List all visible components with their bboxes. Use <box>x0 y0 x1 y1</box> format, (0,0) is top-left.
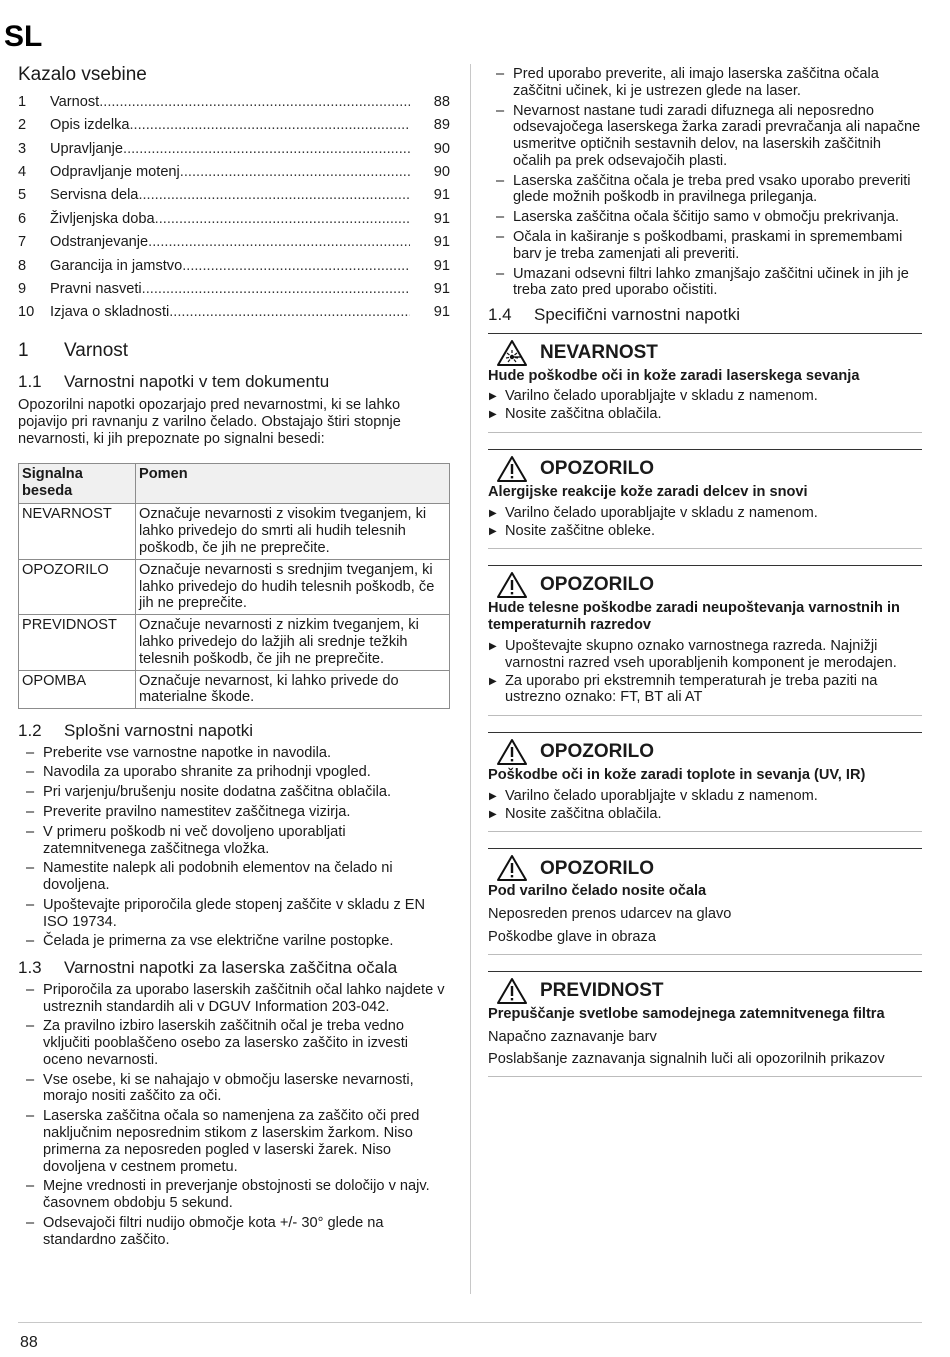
toc-item-page: 90 <box>433 140 450 157</box>
toc-leader-dots <box>99 94 410 111</box>
toc-item-number: 2 <box>18 117 27 134</box>
list-item: ▶ Varilno čelado uporabljajte v skladu z namenom. <box>488 505 922 522</box>
meaning-cell: Označuje nevarnosti z nizkim tveganjem, ki lahko privedejo do lažjih ali srednje težkih telesnih poškodb, če jih ne preprečite. <box>136 615 450 670</box>
toc-item <box>18 187 450 210</box>
right-column <box>488 64 922 1077</box>
toc-list <box>18 94 450 328</box>
signal-word-cell: OPOMBA <box>19 670 136 709</box>
subsection-number: 1.1 <box>18 371 42 391</box>
warning-signal-word: OPOZORILO <box>540 741 654 763</box>
section-title: Varnost <box>64 339 129 361</box>
warning-header <box>488 338 922 368</box>
warning-subtitle: Hude poškodbe oči in kože zaradi laserskega sevanja <box>488 367 860 384</box>
toc-leader-dots <box>142 281 410 298</box>
toc-item-number: 8 <box>18 257 27 274</box>
subsection-heading <box>18 958 450 978</box>
list-item: ▶ Nosite zaščitna oblačila. <box>488 806 922 823</box>
section-number: 1 <box>18 339 29 361</box>
toc-item-label: Opis izdelka <box>50 117 130 134</box>
toc-item-label: Pravni nasveti <box>50 280 142 297</box>
toc-item-label: Izjava o skladnosti <box>50 304 170 321</box>
meaning-cell: Označuje nevarnosti s srednjim tveganjem, ki lahko privedejo do hudih telesnih poškodb, če jih ne preprečite. <box>136 559 450 614</box>
meaning-cell: Označuje nevarnosti z visokim tveganjem, ki lahko privedejo do smrti ali hudih telesnih poškodb, če jih ne preprečite. <box>136 504 450 559</box>
section-heading <box>18 340 450 362</box>
exclamation-warning-icon <box>496 977 528 1005</box>
general-safety-list <box>18 745 450 951</box>
subsection-heading <box>488 305 922 325</box>
exclamation-warning-icon <box>496 455 528 483</box>
list-item: – Laserska zaščitna očala je treba pred vsako uporabo preveriti glede možnih poškodb in pravilnega prileganja. <box>488 173 922 207</box>
list-item: – Mejne vrednosti in preverjanje obstojnosti se določijo v najv. časovnem obdobju 5 sekund. <box>18 1178 450 1212</box>
list-item: – Za pravilno izbiro laserskih zaščitnih očal je treba vedno vključiti pooblaščeno osebo za lasersko zaščito in izvesti oceno nevarnosti. <box>18 1018 450 1068</box>
toc-item-label: Odstranjevanje <box>50 234 149 251</box>
list-item: – Navodila za uporabo shranite za prihodnji vpogled. <box>18 764 450 781</box>
warning-signal-word: PREVIDNOST <box>540 979 664 1001</box>
toc-item <box>18 141 450 164</box>
laser-safety-list <box>18 982 450 1249</box>
list-item: – Nevarnost nastane tudi zaradi difuznega ali neposredno odsevajočega laserskega žarka zaradi prevračanja ali napačne usmeritve optičnih sestavnih delov, na laserskih zaščitnih očalih pa prek odsevajočih plasti. <box>488 103 922 170</box>
subsection-title: Varnostni napotki za laserska zaščitna očala <box>64 958 398 978</box>
warning-consequence: Neposreden prenos udarcev na glavo <box>488 906 732 923</box>
warning-signal-word: NEVARNOST <box>540 341 658 363</box>
list-item: – Priporočila za uporabo laserskih zaščitnih očal lahko najdete v ustreznih standardih ali v DGUV Information 203-042. <box>18 982 450 1016</box>
list-item: ▶ Nosite zaščitna oblačila. <box>488 406 922 423</box>
toc-item-number: 9 <box>18 280 27 297</box>
warning-header <box>488 976 922 1006</box>
laser-warning-icon <box>496 339 528 367</box>
signal-word-cell: PREVIDNOST <box>19 615 136 670</box>
toc-leader-dots <box>182 258 410 275</box>
signal-word-cell: NEVARNOST <box>19 504 136 559</box>
warning-signal-word: OPOZORILO <box>540 458 654 480</box>
list-item: – Laserska zaščitna očala so namenjena za zaščito oči pred naključnim neposrednim stikom z laserskim žarkom. Niso primerna za neposreden pogled v laserski žarek. Niso dovoljena v cestnem prometu. <box>18 1108 450 1175</box>
toc-item-number: 3 <box>18 140 27 157</box>
toc-item <box>18 164 450 187</box>
list-item: – Vse osebe, ki se nahajajo v območju laserske nevarnosti, morajo nositi zaščito za oči. <box>18 1072 450 1106</box>
toc-item-page: 91 <box>433 257 450 274</box>
list-item: – Preverite pravilno namestitev zaščitnega vizirja. <box>18 804 450 821</box>
list-item: – Preberite vse varnostne napotke in navodila. <box>18 745 450 762</box>
intro-paragraph: Opozorilni napotki opozarjajo pred nevarnostmi, ki se lahko pojavijo pri ravnanju z varilno čelado. Obstajajo štiri stopnje nevarnosti, ki jih prepoznate po signalni besedi: <box>18 397 401 447</box>
warning-header <box>488 570 922 600</box>
warning-signal-word: OPOZORILO <box>540 574 654 596</box>
toc-item-number: 4 <box>18 164 27 181</box>
warning-measures <box>488 788 922 823</box>
toc-item-label: Odpravljanje motenj <box>50 164 180 181</box>
toc-item <box>18 258 450 281</box>
table-row <box>19 559 450 614</box>
exclamation-warning-icon <box>496 738 528 766</box>
list-item: – Umazani odsevni filtri lahko zmanjšajo zaščitni učinek in jih je treba zato pred uporabo očistiti. <box>488 266 922 300</box>
table-header-meaning: Pomen <box>136 464 450 504</box>
subsection-heading <box>18 721 450 741</box>
warning-subtitle: Prepuščanje svetlobe samodejnega zatemnitvenega filtra <box>488 1005 885 1022</box>
toc-item <box>18 211 450 234</box>
toc-item-number: 7 <box>18 234 27 251</box>
warning-subtitle: Hude telesne poškodbe zaradi neupoštevanja varnostnih in temperaturnih razredov <box>488 600 900 634</box>
toc-item-page: 91 <box>433 280 450 297</box>
subsection-title: Varnostni napotki v tem dokumentu <box>64 371 330 391</box>
warning-header <box>488 853 922 883</box>
page-number: 88 <box>20 1334 38 1351</box>
list-item: – Odsevajoči filtri nudijo območje kota +/- 30° glede na standardno zaščito. <box>18 1215 450 1249</box>
list-item: ▶ Varilno čelado uporabljajte v skladu z namenom. <box>488 388 922 405</box>
footer-divider <box>18 1322 922 1323</box>
table-row <box>19 504 450 559</box>
warning-measures <box>488 388 922 423</box>
toc-item-number: 6 <box>18 210 27 227</box>
list-item: – Očala in kaširanje s poškodbami, praskami in spremembami barv je treba zamenjati ali preveriti. <box>488 229 922 263</box>
list-item: – Pred uporabo preverite, ali imajo laserska zaščitna očala zaščitni učinek, ki je ustrezen glede na laser. <box>488 66 922 100</box>
table-header-signal: Signalna beseda <box>19 464 136 504</box>
left-column <box>18 64 450 1251</box>
toc-item <box>18 304 450 327</box>
list-item: ▶ Za uporabo pri ekstremnih temperaturah je treba paziti na ustrezno oznako: FT, BT ali AT <box>488 673 922 707</box>
list-item: – Čelada je primerna za vse električne varilne postopke. <box>18 933 450 950</box>
meaning-cell: Označuje nevarnost, ki lahko privede do materialne škode. <box>136 670 450 709</box>
subsection-title: Splošni varnostni napotki <box>64 721 254 741</box>
toc-item-page: 91 <box>433 234 450 251</box>
list-item: ▶ Varilno čelado uporabljajte v skladu z namenom. <box>488 788 922 805</box>
column-divider <box>470 64 471 1294</box>
toc-title: Kazalo vsebine <box>18 64 147 85</box>
toc-leader-dots <box>155 211 410 228</box>
table-row <box>19 670 450 709</box>
toc-item-label: Servisna dela <box>50 187 139 204</box>
toc-item-number: 5 <box>18 187 27 204</box>
toc-item-label: Varnost <box>50 93 100 110</box>
warning-consequence: Napačno zaznavanje barv <box>488 1028 657 1045</box>
toc-item-page: 89 <box>433 117 450 134</box>
language-code: SL <box>4 20 43 53</box>
exclamation-warning-icon <box>496 571 528 599</box>
toc-item-page: 91 <box>433 304 450 321</box>
toc-item-page: 90 <box>433 164 450 181</box>
toc-item-number: 1 <box>18 93 27 110</box>
toc-leader-dots <box>169 304 410 321</box>
toc-leader-dots <box>130 117 411 134</box>
warning-measures <box>488 505 922 540</box>
laser-safety-list-continued <box>488 66 922 299</box>
warning-block <box>488 333 922 433</box>
warning-subtitle: Poškodbe oči in kože zaradi toplote in sevanja (UV, IR) <box>488 767 866 784</box>
warning-block <box>488 565 922 716</box>
warning-blocks <box>488 333 922 1077</box>
toc-item-label: Življenjska doba <box>50 210 155 227</box>
table-row <box>19 615 450 670</box>
subsection-number: 1.2 <box>18 721 42 741</box>
toc-leader-dots <box>180 164 410 181</box>
warning-block <box>488 848 922 954</box>
exclamation-warning-icon <box>496 854 528 882</box>
toc-item <box>18 234 450 257</box>
toc-item-label: Upravljanje <box>50 140 124 157</box>
warning-block <box>488 732 922 832</box>
warning-subtitle: Alergijske reakcije kože zaradi delcev in snovi <box>488 484 808 501</box>
signal-word-cell: OPOZORILO <box>19 559 136 614</box>
toc-item-page: 91 <box>433 210 450 227</box>
warning-subtitle: Pod varilno čelado nosite očala <box>488 883 707 900</box>
warning-block <box>488 449 922 549</box>
toc-item-page: 91 <box>433 187 450 204</box>
subsection-heading <box>18 372 450 392</box>
toc-leader-dots <box>148 234 410 251</box>
list-item: – Pri varjenju/brušenju nosite dodatna zaščitna oblačila. <box>18 784 450 801</box>
toc-leader-dots <box>138 187 410 204</box>
subsection-title: Specifični varnostni napotki <box>534 305 741 325</box>
toc-item-number: 10 <box>18 304 35 321</box>
warning-consequence: Poslabšanje zaznavanja signalnih luči ali opozorilnih prikazov <box>488 1051 885 1068</box>
toc-leader-dots <box>123 141 410 158</box>
toc-item <box>18 117 450 140</box>
warning-block <box>488 971 922 1077</box>
signal-word-table <box>18 463 450 709</box>
subsection-number: 1.4 <box>488 305 512 325</box>
warning-header <box>488 454 922 484</box>
list-item: – Laserska zaščitna očala ščitijo samo v območju prekrivanja. <box>488 209 922 226</box>
subsection-number: 1.3 <box>18 958 42 978</box>
warning-signal-word: OPOZORILO <box>540 857 654 879</box>
toc-item <box>18 281 450 304</box>
list-item: – V primeru poškodb ni več dovoljeno uporabljati zatemnitvenega zaščitnega vložka. <box>18 824 450 858</box>
warning-measures <box>488 638 922 706</box>
warning-consequence: Poškodbe glave in obraza <box>488 928 656 945</box>
list-item: ▶ Upoštevajte skupno oznako varnostnega razreda. Najnižji varnostni razred vseh uporabljenih komponent je merodajen. <box>488 638 922 672</box>
toc-item-page: 88 <box>433 93 450 110</box>
warning-header <box>488 737 922 767</box>
list-item: ▶ Nosite zaščitne obleke. <box>488 523 922 540</box>
list-item: – Namestite nalepk ali podobnih elementov na čelado ni dovoljena. <box>18 860 450 894</box>
toc-item-label: Garancija in jamstvo <box>50 257 183 274</box>
list-item: – Upoštevajte priporočila glede stopenj zaščite v skladu z EN ISO 19734. <box>18 897 450 931</box>
toc-item <box>18 94 450 117</box>
